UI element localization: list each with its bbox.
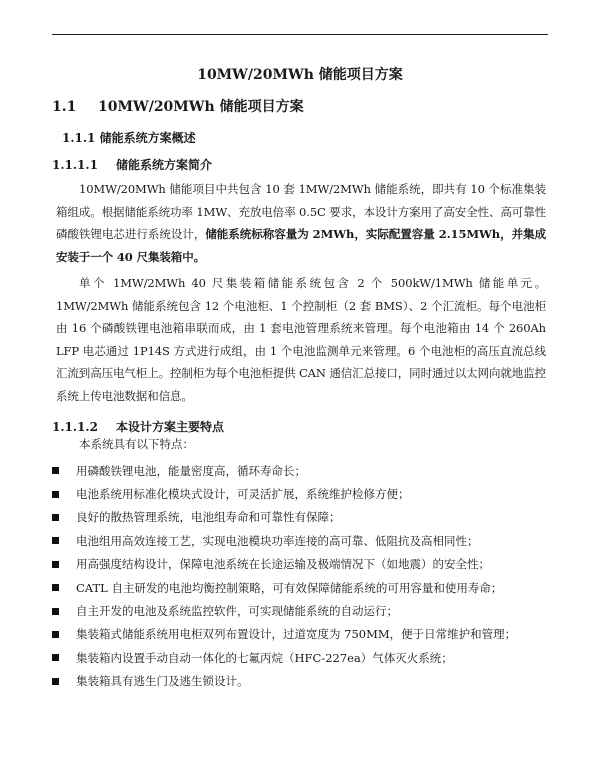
list-item	[52, 482, 516, 505]
section-number: 1.1	[52, 99, 77, 115]
features-intro: 本系统具有以下特点：	[79, 437, 194, 451]
square-bullet-icon	[52, 467, 59, 474]
section-title: 本设计方案主要特点	[116, 420, 225, 434]
section-heading-1-1	[52, 96, 304, 116]
feature-text: 用磷酸铁锂电池，能量密度高，循环寿命长；	[76, 463, 306, 478]
capacity-highlight: 储能系统标称容量为 2MWh，实际配置容量 2.15MWh，并集成安装于一个 40 尺集装箱中。	[56, 227, 546, 264]
section-heading-1-1-1-2	[52, 418, 224, 435]
feature-text: 集装箱内设置手动自动一体化的七氟丙烷（HFC-227ea）气体灭火系统；	[76, 650, 453, 665]
feature-text: 良好的散热管理系统，电池组寿命和可靠性有保障；	[76, 510, 341, 525]
feature-text: 电池系统用标准化模块式设计，可灵活扩展，系统维护检修方便；	[76, 487, 410, 502]
section-number: 1.1.1.2	[52, 420, 98, 434]
list-item	[52, 623, 516, 646]
list-item	[52, 459, 516, 482]
square-bullet-icon	[52, 561, 59, 568]
square-bullet-icon	[52, 491, 59, 498]
list-item	[52, 670, 516, 693]
list-item	[52, 506, 516, 529]
square-bullet-icon	[52, 654, 59, 661]
section-number: 1.1.1.1	[52, 158, 98, 172]
list-item	[52, 599, 516, 622]
overview-text: 10MW/20MWh 储能项目中共包含 10 套 1MW/2MWh 储能系统，即共有 10 个标准集装箱组成。根据储能系统功率 1MW、充放电倍率 0.5C 要求，本设计方案用了高安全性、高可靠性磷酸铁锂电芯进行系统设计，	[56, 182, 546, 242]
square-bullet-icon	[52, 608, 59, 615]
feature-list	[52, 459, 516, 693]
list-item	[52, 576, 516, 599]
section-heading-1-1-1-1	[52, 156, 212, 173]
header-rule	[52, 34, 548, 35]
square-bullet-icon	[52, 631, 59, 638]
list-item	[52, 553, 516, 576]
feature-text: 集装箱式储能系统用电柜双列布置设计，过道宽度为 750MM，便于日常维护和管理；	[76, 627, 517, 642]
document-title: 10MW/20MWh 储能项目方案	[197, 67, 403, 83]
square-bullet-icon	[52, 678, 59, 685]
square-bullet-icon	[52, 514, 59, 521]
section-title: 储能系统方案简介	[116, 158, 213, 172]
system-composition-paragraph: 单个 1MW/2MWh 40 尺集装箱储能系统包含 2 个 500kW/1MWh 储能单元。1MW/2MWh 储能系统包含 12 个电池柜、1 个控制柜（2 套 BMS）、2 个汇流柜。每个电池柜由 16 个磷酸铁锂电池箱串联而成，由 1 套电池管理系统来管理。每个电池箱由 14 个 260Ah LFP 电芯通过 1P14S 方式进行成组，由 1 个电池监测单元来管理。6 个电池柜的高压直流总线汇流到高压电气柜上。控制柜为每个电池柜提供 CAN 通信汇总接口，同时通过以太网向就地监控系统上传电池数据和信息。	[56, 276, 546, 403]
section-heading-1-1-1: 1.1.1 储能系统方案概述	[62, 131, 196, 145]
feature-text: 集装箱具有逃生门及逃生锁设计。	[76, 674, 249, 689]
feature-text: 自主开发的电池及系统监控软件，可实现储能系统的自动运行；	[76, 604, 398, 619]
square-bullet-icon	[52, 584, 59, 591]
list-item	[52, 646, 516, 669]
feature-text: 用高强度结构设计，保障电池系统在长途运输及极端情况下（如地震）的安全性；	[76, 557, 490, 572]
list-item	[52, 529, 516, 552]
square-bullet-icon	[52, 537, 59, 544]
feature-text: 电池组用高效连接工艺，实现电池模块功率连接的高可靠、低阻抗及高相同性；	[76, 533, 479, 548]
section-title: 10MW/20MWh 储能项目方案	[98, 99, 304, 115]
overview-paragraph	[56, 178, 546, 268]
feature-text: CATL 自主研发的电池均衡控制策略，可有效保障储能系统的可用容量和使用寿命；	[76, 580, 503, 595]
